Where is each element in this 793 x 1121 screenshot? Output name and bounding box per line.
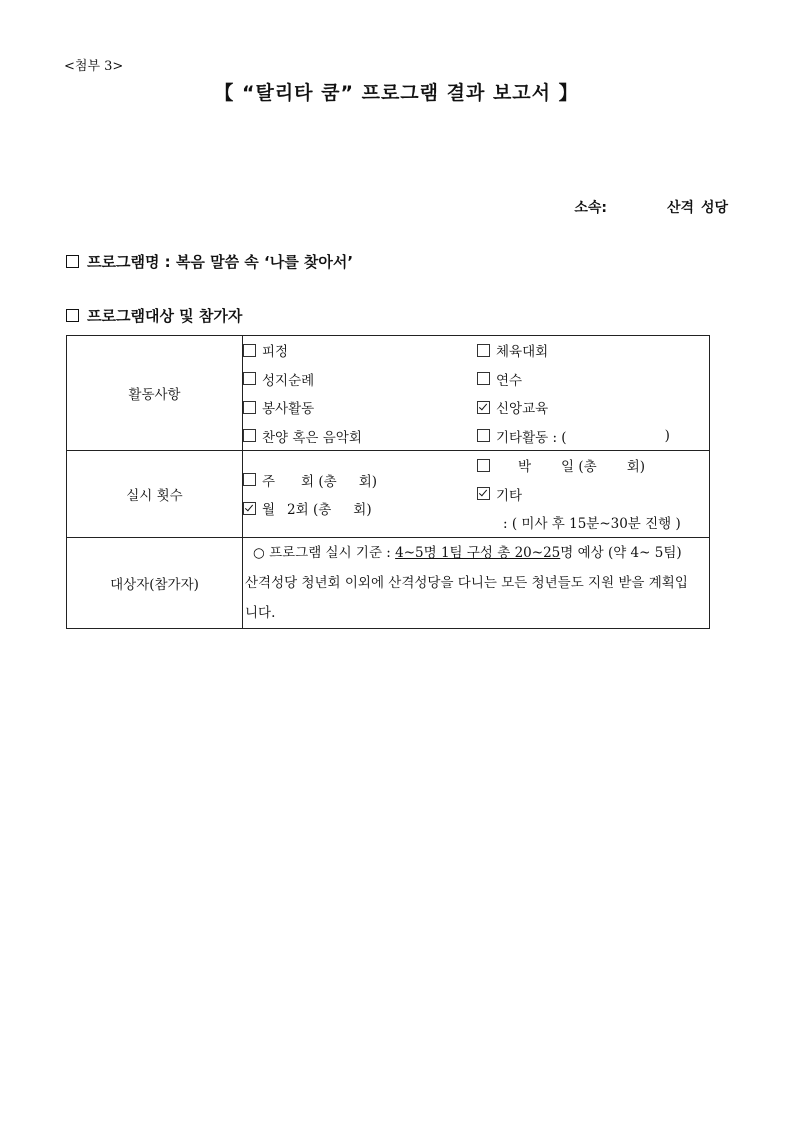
checkbox-icon[interactable] — [243, 473, 256, 486]
attachment-label: <첨부 3> — [64, 59, 124, 74]
checked-checkbox-icon[interactable] — [477, 487, 490, 500]
participants-header: 대상자(참가자) — [67, 537, 243, 628]
affiliation-label: 소속: — [574, 200, 608, 216]
other-note: : ( 미사 후 15분~30분 진행 ) — [503, 516, 681, 533]
activity-item[interactable]: 체육대회 — [477, 336, 548, 365]
section-program-name — [66, 251, 353, 272]
activity-item[interactable]: 찬양 혹은 음악회 — [243, 422, 477, 451]
program-name-label: 프로그램명 : 복음 말씀 속 ‘나를 찾아서’ — [87, 253, 354, 271]
program-table — [66, 335, 710, 629]
participants-cell — [243, 537, 710, 628]
checkbox-icon[interactable] — [243, 344, 256, 357]
affiliation — [574, 197, 728, 217]
checked-checkbox-icon[interactable] — [243, 502, 256, 515]
activity-item[interactable]: 봉사활동 — [243, 393, 477, 422]
participants-criteria: ○ 프로그램 실시 기준 : 4~5명 1팀 구성 총 20~25명 예상 (약 4~ 5팀) — [253, 544, 682, 561]
checkbox-icon[interactable] — [477, 429, 490, 442]
affiliation-value: 산격 성당 — [667, 200, 728, 216]
monthly-option[interactable]: 월 2회 (총 회) — [243, 494, 477, 523]
frequency-header: 실시 횟수 — [67, 451, 243, 538]
checkbox-icon[interactable] — [243, 372, 256, 385]
frequency-row — [67, 451, 710, 538]
nights-option[interactable]: 박 일 (총 회) — [477, 451, 709, 480]
activity-item[interactable]: 연수 — [477, 365, 522, 394]
checkbox-icon[interactable] — [243, 429, 256, 442]
section-checkbox-icon — [66, 255, 79, 268]
frequency-cell — [243, 451, 710, 538]
checkbox-icon[interactable] — [477, 372, 490, 385]
page-title: 【 “탈리타 쿰” 프로그램 결과 보고서 】 — [214, 82, 579, 104]
section-checkbox-icon — [66, 309, 79, 322]
checkbox-icon[interactable] — [243, 401, 256, 414]
activities-cell — [243, 336, 710, 451]
target-label: 프로그램대상 및 참가자 — [87, 307, 243, 325]
participants-row — [67, 537, 710, 628]
activity-item[interactable]: 기타활동 : ( ) — [477, 422, 670, 451]
activity-item[interactable]: 피정 — [243, 336, 477, 365]
participants-description-cont: 니다. — [245, 604, 276, 621]
section-target — [66, 305, 242, 326]
checkbox-icon[interactable] — [477, 344, 490, 357]
activity-item[interactable]: 신앙교육 — [477, 393, 548, 422]
weekly-option[interactable]: 주 회 (총 회) — [243, 465, 477, 494]
activity-item[interactable]: 성지순례 — [243, 365, 477, 394]
activities-header: 활동사항 — [67, 336, 243, 451]
checked-checkbox-icon[interactable] — [477, 401, 490, 414]
other-option[interactable]: 기타 — [477, 480, 709, 509]
participants-description: 산격성당 청년회 이외에 산격성당을 다니는 모든 청년들도 지원 받을 계획입 — [245, 574, 688, 591]
checkbox-icon[interactable] — [477, 459, 490, 472]
activities-row — [67, 336, 710, 451]
